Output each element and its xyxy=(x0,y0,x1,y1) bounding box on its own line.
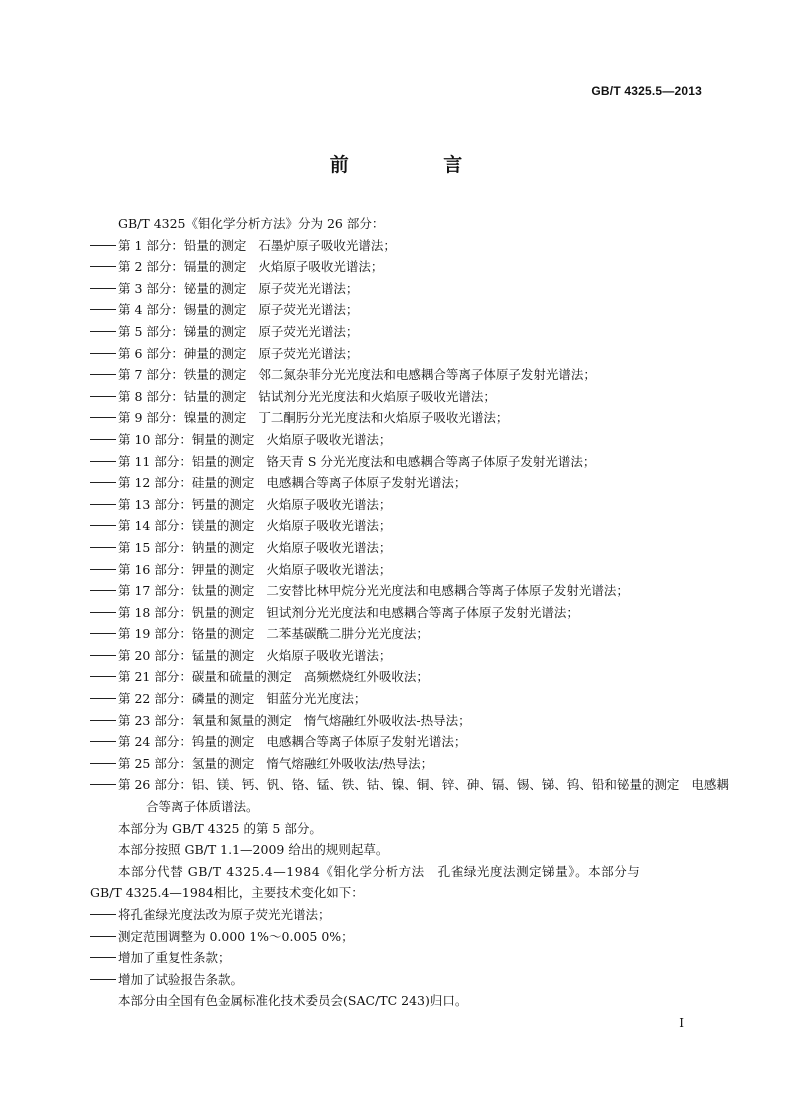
part-method: 钼蓝分光光度法； xyxy=(266,691,367,707)
em-dash xyxy=(90,235,118,257)
list-item-part-8 xyxy=(90,386,705,408)
part-method: 电感耦合等离子体原子发射光谱法； xyxy=(266,734,467,750)
paragraph-committee: 本部分由全国有色金属标准化技术委员会(SAC/TC 243)归口。 xyxy=(118,993,468,1009)
part-label: 第 18 部分：钒量的测定 xyxy=(118,604,255,620)
em-dash xyxy=(90,537,118,559)
list-item-part-1 xyxy=(90,235,705,257)
list-item-part-21 xyxy=(90,666,705,688)
em-dash xyxy=(90,559,118,581)
part-label: 第 8 部分：钴量的测定 xyxy=(118,388,247,404)
paragraph-replace-continuation: GB/T 4325.4—1984相比，主要技术变化如下： xyxy=(90,885,364,901)
em-dash xyxy=(90,904,118,926)
part-label: 第 15 部分：钠量的测定 xyxy=(118,539,255,555)
em-dash xyxy=(90,580,118,602)
list-item-part-25 xyxy=(90,753,705,775)
paragraph-part-of: 本部分为 GB/T 4325 的第 5 部分。 xyxy=(118,820,322,836)
part-method: 火焰原子吸收光谱法； xyxy=(266,539,392,555)
paragraph-drafting: 本部分按照 GB/T 1.1—2009 给出的规则起草。 xyxy=(118,842,389,858)
part-label: 第 21 部分：碳量和硫量的测定 xyxy=(118,669,292,685)
part-method: 邻二氮杂菲分光光度法和电感耦合等离子体原子发射光谱法； xyxy=(258,367,596,383)
part-label: 第 25 部分：氢量的测定 xyxy=(118,755,255,771)
em-dash xyxy=(90,299,118,321)
list-item-part-7 xyxy=(90,364,705,386)
list-item-part-19 xyxy=(90,623,705,645)
part-method: 二安替比林甲烷分光光度法和电感耦合等离子体原子发射光谱法； xyxy=(266,583,629,599)
em-dash xyxy=(90,969,118,991)
part-label: 第 22 部分：磷量的测定 xyxy=(118,691,255,707)
part-label: 第 26 部分：铝、镁、钙、钒、铬、锰、铁、钴、镍、铜、锌、砷、镉、锡、锑、钨、铅和铋量的测定 xyxy=(118,777,680,793)
change-item: 增加了重复性条款； xyxy=(90,947,705,969)
part-method: 惰气熔融红外吸收法/热导法； xyxy=(266,755,434,771)
paragraph-replace: 本部分代替 GB/T 4325.4—1984《钼化学分析方法 孔雀绿光度法测定锑量》。本部分与 xyxy=(118,863,641,879)
em-dash xyxy=(90,343,118,365)
list-item-part-23 xyxy=(90,710,705,732)
part-method: 火焰原子吸收光谱法； xyxy=(266,496,392,512)
em-dash xyxy=(90,429,118,451)
change-item: 测定范围调整为 0.000 1%～0.005 0%； xyxy=(90,926,705,948)
part-label: 第 17 部分：钛量的测定 xyxy=(118,583,255,599)
part-26-continuation: 合等离子体质谱法。 xyxy=(146,799,259,815)
part-method: 火焰原子吸收光谱法； xyxy=(266,561,392,577)
em-dash xyxy=(90,472,118,494)
part-method: 铬天青 S 分光光度法和电感耦合等离子体原子发射光谱法； xyxy=(266,453,596,469)
list-item-part-18 xyxy=(90,602,705,624)
part-method: 高频燃烧红外吸收法； xyxy=(303,669,429,685)
list-item-part-16 xyxy=(90,559,705,581)
part-method: 丁二酮肟分光光度法和火焰原子吸收光谱法； xyxy=(258,410,509,426)
em-dash xyxy=(90,602,118,624)
part-label: 第 9 部分：镍量的测定 xyxy=(118,410,247,426)
list-item-part-6 xyxy=(90,343,705,365)
page-number: I xyxy=(679,1016,684,1030)
list-item-part-10 xyxy=(90,429,705,451)
em-dash xyxy=(90,710,118,732)
list-item-part-13 xyxy=(90,494,705,516)
em-dash xyxy=(90,386,118,408)
part-label: 第 5 部分：锑量的测定 xyxy=(118,323,247,339)
list-item-part-9 xyxy=(90,407,705,429)
part-method: 电感耦合等离子体原子发射光谱法； xyxy=(266,475,467,491)
part-label: 第 11 部分：铝量的测定 xyxy=(118,453,255,469)
part-method: 电感耦 xyxy=(691,777,729,793)
part-method: 二苯基碳酰二肼分光光度法； xyxy=(266,626,429,642)
list-item-part-24 xyxy=(90,731,705,753)
part-label: 第 20 部分：锰量的测定 xyxy=(118,647,255,663)
list-item-part-17 xyxy=(90,580,705,602)
part-label: 第 6 部分：砷量的测定 xyxy=(118,345,247,361)
em-dash xyxy=(90,623,118,645)
part-method: 火焰原子吸收光谱法； xyxy=(266,647,392,663)
list-item-part-3 xyxy=(90,278,705,300)
page-title: 前 言 xyxy=(329,154,507,176)
part-method: 原子荧光光谱法； xyxy=(258,323,359,339)
standard-number: GB/T 4325.5—2013 xyxy=(591,84,702,98)
part-method: 钴试剂分光光度法和火焰原子吸收光谱法； xyxy=(258,388,496,404)
parts-list xyxy=(90,235,705,775)
part-label: 第 1 部分：铅量的测定 xyxy=(118,237,247,253)
part-label: 第 16 部分：钾量的测定 xyxy=(118,561,255,577)
em-dash xyxy=(90,731,118,753)
part-label: 第 14 部分：镁量的测定 xyxy=(118,518,255,534)
change-item: 将孔雀绿光度法改为原子荧光光谱法； xyxy=(90,904,705,926)
part-label: 第 7 部分：铁量的测定 xyxy=(118,367,247,383)
part-method: 钽试剂分光光度法和电感耦合等离子体原子发射光谱法； xyxy=(266,604,579,620)
list-item-part-26 xyxy=(90,774,729,796)
em-dash xyxy=(90,256,118,278)
em-dash xyxy=(90,278,118,300)
em-dash xyxy=(90,688,118,710)
part-label: 第 23 部分：氧量和氮量的测定 xyxy=(118,712,292,728)
part-method: 火焰原子吸收光谱法； xyxy=(266,431,392,447)
em-dash xyxy=(90,321,118,343)
list-item-part-2 xyxy=(90,256,705,278)
intro-paragraph: GB/T 4325《钼化学分析方法》分为 26 部分： xyxy=(118,216,385,231)
em-dash xyxy=(90,515,118,537)
part-method: 原子荧光光谱法； xyxy=(258,345,359,361)
part-method: 石墨炉原子吸收光谱法； xyxy=(258,237,396,253)
em-dash xyxy=(90,666,118,688)
em-dash xyxy=(90,364,118,386)
part-method: 原子荧光光谱法； xyxy=(258,302,359,318)
list-item-part-4 xyxy=(90,299,705,321)
em-dash xyxy=(90,926,118,948)
part-label: 第 3 部分：铋量的测定 xyxy=(118,280,247,296)
em-dash xyxy=(90,645,118,667)
part-label: 第 10 部分：铜量的测定 xyxy=(118,431,255,447)
part-label: 第 4 部分：锡量的测定 xyxy=(118,302,247,318)
list-item-part-11 xyxy=(90,451,705,473)
part-label: 第 2 部分：镉量的测定 xyxy=(118,259,247,275)
em-dash xyxy=(90,947,118,969)
em-dash xyxy=(90,494,118,516)
part-label: 第 12 部分：硅量的测定 xyxy=(118,475,255,491)
list-item-part-12 xyxy=(90,472,705,494)
list-item-part-14 xyxy=(90,515,705,537)
part-label: 第 19 部分：铬量的测定 xyxy=(118,626,255,642)
part-method: 火焰原子吸收光谱法； xyxy=(258,259,384,275)
part-method: 火焰原子吸收光谱法； xyxy=(266,518,392,534)
em-dash xyxy=(90,774,118,796)
list-item-part-20 xyxy=(90,645,705,667)
part-method: 惰气熔融红外吸收法-热导法； xyxy=(303,712,471,728)
list-item-part-15 xyxy=(90,537,705,559)
em-dash xyxy=(90,451,118,473)
foreword-body xyxy=(90,213,729,1012)
em-dash xyxy=(90,753,118,775)
part-method: 原子荧光光谱法； xyxy=(258,280,359,296)
em-dash xyxy=(90,407,118,429)
list-item-part-5 xyxy=(90,321,705,343)
change-item: 增加了试验报告条款。 xyxy=(90,969,705,991)
list-item-part-22 xyxy=(90,688,705,710)
part-label: 第 13 部分：钙量的测定 xyxy=(118,496,255,512)
part-label: 第 24 部分：钨量的测定 xyxy=(118,734,255,750)
